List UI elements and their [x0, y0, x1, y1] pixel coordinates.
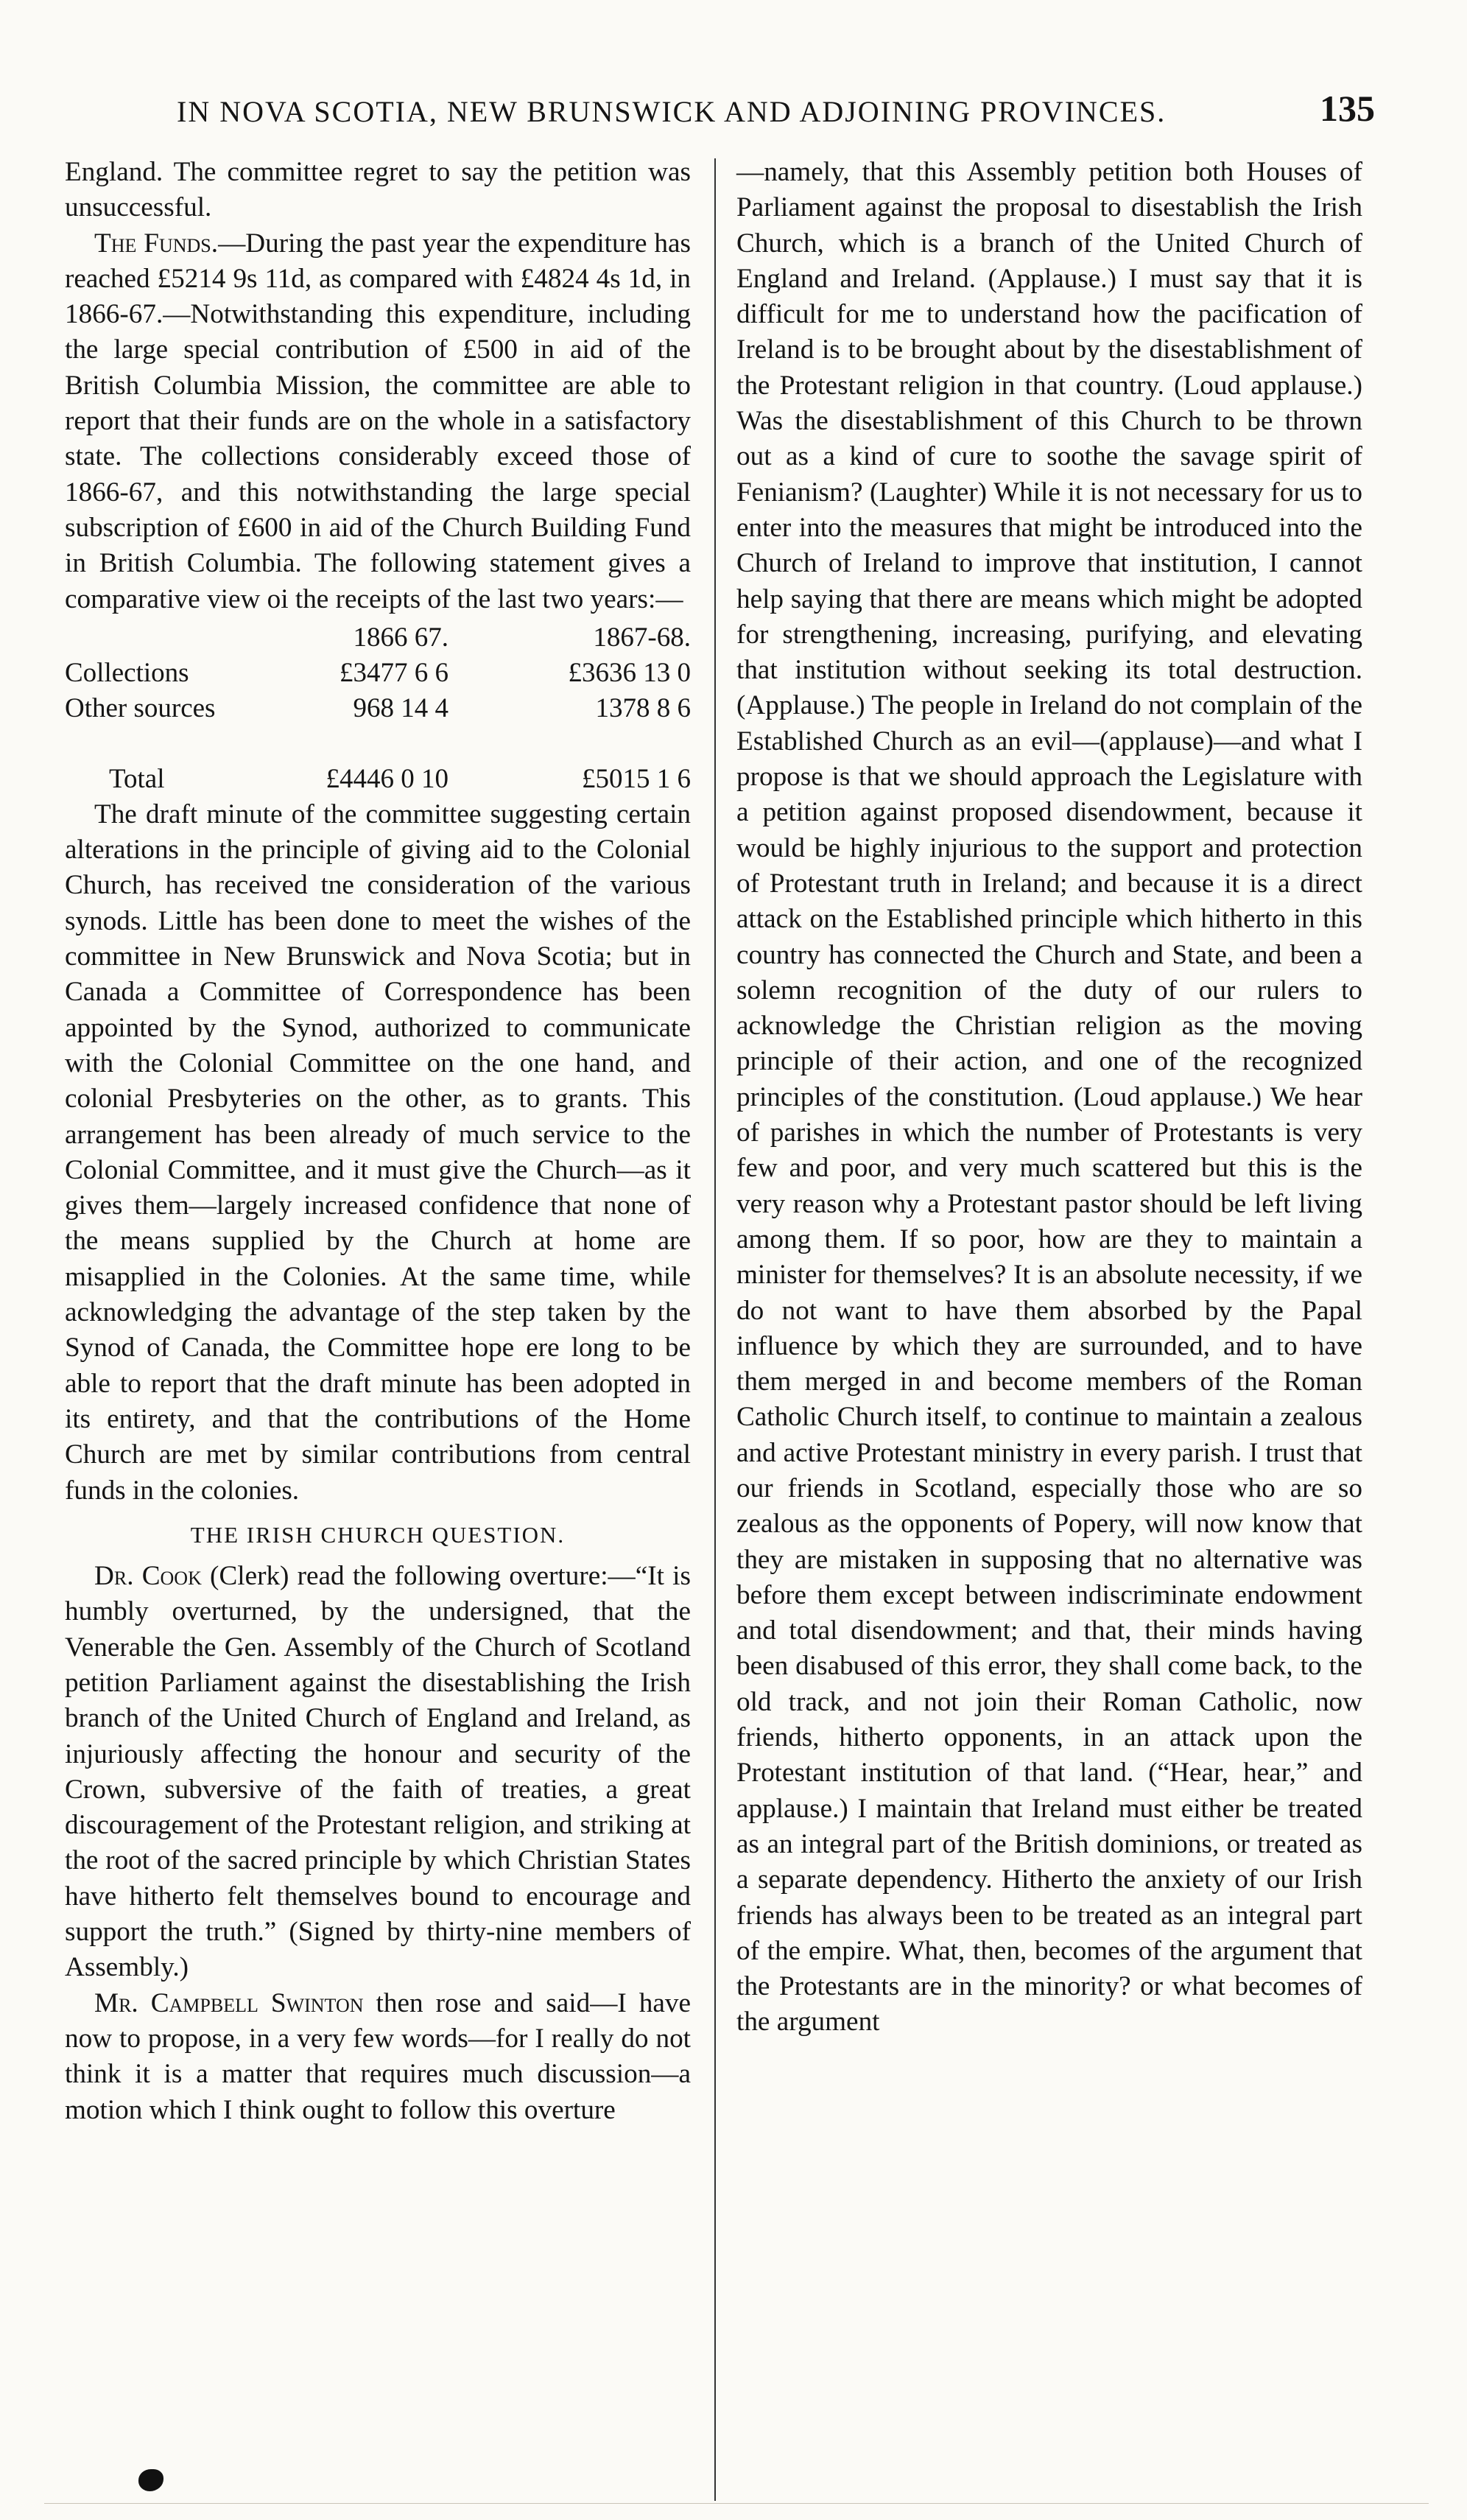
page-bottom-edge [44, 2503, 1429, 2504]
table-cell: 968 14 4 [353, 692, 448, 723]
table-total-label: Total [109, 763, 165, 794]
table-header-cell: 1866 67. [353, 622, 448, 653]
section-heading: THE IRISH CHURCH QUESTION. [190, 1521, 566, 1548]
receipts-table [65, 620, 691, 797]
ink-blot-mark [138, 2469, 163, 2491]
funds-text: —During the past year the expenditure has reached £5214 9s 11d, as compared with £4824 4s 1d, in 1866-67.—Notwithstanding this expenditure, including the large special contribution of £500 in aid of the British Columbia Mission, the committee are able to report that their funds are on the whole in a satisfactory state. The collections considerably exceed those of 1866-67, and this notwithstanding the large special subscription of £600 in aid of the Church Building Fund in British Columbia. The following statement gives a comparative view oi the receipts of the last two years:— [65, 228, 691, 614]
swinton-text: then rose and said—I have now to propose, in a very few words—for I really do not think it is a matter that requires much discussion—a motion which I think ought to follow this overture [65, 1987, 691, 2125]
paragraph-overture [65, 1559, 691, 1986]
speaker-name: Dr. Cook [94, 1561, 202, 1592]
table-header-cell: 1867-68. [593, 622, 691, 653]
paragraph-funds [65, 226, 691, 617]
running-title: IN NOVA SCOTIA, NEW BRUNSWICK AND ADJOINING PROVINCES. [177, 95, 1167, 128]
table-total-cell: £4446 0 10 [326, 763, 448, 794]
table-row [65, 691, 691, 726]
column-divider [714, 158, 716, 2501]
table-cell: 1378 8 6 [595, 692, 691, 723]
paragraph-petition: England. The committee regret to say the petition was unsuccessful. [65, 157, 691, 223]
left-column [65, 155, 691, 2128]
table-header-cell [65, 620, 290, 656]
funds-lead: The Funds. [94, 228, 219, 259]
table-total-cell: £5015 1 6 [582, 763, 691, 794]
page-header [0, 87, 1467, 138]
paragraph-continuation: —namely, that this Assembly petition both Houses of Parliament against the proposal to disestablish the Irish Church, which is a branch of the United Church of England and Ireland. (Applause.) I must say that it is difficult for me to understand how the pacification of Ireland is to be brought about by the disestablishment of the Protestant religion in that country. (Loud applause.) Was the disestablishment of this Church to be thrown out as a kind of cure to soothe the savage spirit of Fenianism? (Laughter) While it is not necessary for us to enter into the measures that might be introduced into the Church of Ireland to improve that institution, I cannot help saying that there are means which might be adopted for strengthening, increasing, purifying, and elevating that institution without seeking its total destruction. (Applause.) The people in Ireland do not complain of the Established Church as an evil—(applause)—and what I propose is that we should approach the Legislature with a petition against proposed disendowment, because it would be highly injurious to the support and protection of Protestant truth in Ireland; and because it is a direct attack on the Established principle which hitherto in this country has connected the Church and State, and been a solemn recognition of the duty of our rulers to acknowledge the Christian religion as the moving principle of their action, and one of the recognized principles of the constitution. (Loud applause.) We hear of parishes in which the number of Protestants is very few and poor, and very much scattered but this is the very reason why a Protestant pastor should be left living among them. If so poor, how are they to maintain a minister for themselves? It is an absolute necessity, if we do not want to have them absorbed by the Papal influence by which they are surrounded, and to have them merged in and become members of the Roman Catholic Church itself, to continue to maintain a zealous and active Protestant ministry in every parish. I trust that our friends in Scotland, especially those who are so zealous as the opponents of Popery, will now know that they are mistaken in supposing that no alternative was before them except between indiscriminate endowment and total disendowment; and that, their minds having been disabused of this error, they shall come back, to the old track, and not join their Roman Catholic, now friends, hitherto opponents, in an attack upon the Protestant institution of that land. (“Hear, hear,” and applause.) I maintain that Ireland must either be treated as an integral part of the British dominions, or treated as a separate dependency. Hitherto the anxiety of our Irish friends has always been to be treated as an integral part of the empire. What, then, becomes of the argument that the Protestants are in the minority? or what becomes of the argument [736, 157, 1362, 2038]
paragraph-draft-minute: The draft minute of the committee suggesting certain alterations in the principle of giving aid to the Colonial Church, has received tne consideration of the various synods. Little has been done to meet the wishes of the committee in New Brunswick and Nova Scotia; but in Canada a Committee of Correspondence has been appointed by the Synod, authorized to communicate with the Colonial Committee on the one hand, and colonial Presbyteries on the other, as to grants. This arrangement has been already of much service to the Colonial Committee, and it must give the Church—as it gives them—largely increased confidence that none of the means supplied by the Church at home are misapplied in the Colonies. At the same time, while acknowledging the advantage of the step taken by the Synod of Canada, the Committee hope ere long to be able to report that the draft minute has been adopted in its entirety, and that the contributions of the Home Church are met by similar contributions from central funds in the colonies. [65, 799, 691, 1506]
page-number: 135 [1320, 88, 1375, 129]
table-row-label: Other sources [65, 692, 216, 723]
table-row [65, 656, 691, 691]
table-header-row [65, 620, 691, 656]
paragraph-swinton [65, 1986, 691, 2128]
right-column [736, 155, 1362, 2040]
table-spacer-row [65, 726, 691, 762]
table-row-label: Collections [65, 657, 189, 688]
overture-text: (Clerk) read the following overture:—“It is humbly overturned, by the undersigned, that the Venerable the Gen. Assembly of the Church of Scotland petition Parliament against the disestablishing the Irish branch of the United Church of England and Ireland, as injuriously affecting the honour and security of the Crown, subversive of the faith of treaties, a great discouragement of the Protestant religion, and striking at the root of the sacred principle by which Christian States have hitherto felt themselves bound to encourage and support the truth.” (Signed by thirty-nine members of Assembly.) [65, 1561, 691, 1983]
table-cell: £3636 13 0 [568, 657, 691, 688]
table-total-row [65, 762, 691, 797]
speaker-name: Mr. Campbell Swinton [94, 1987, 364, 2018]
table-cell: £3477 6 6 [340, 657, 448, 688]
